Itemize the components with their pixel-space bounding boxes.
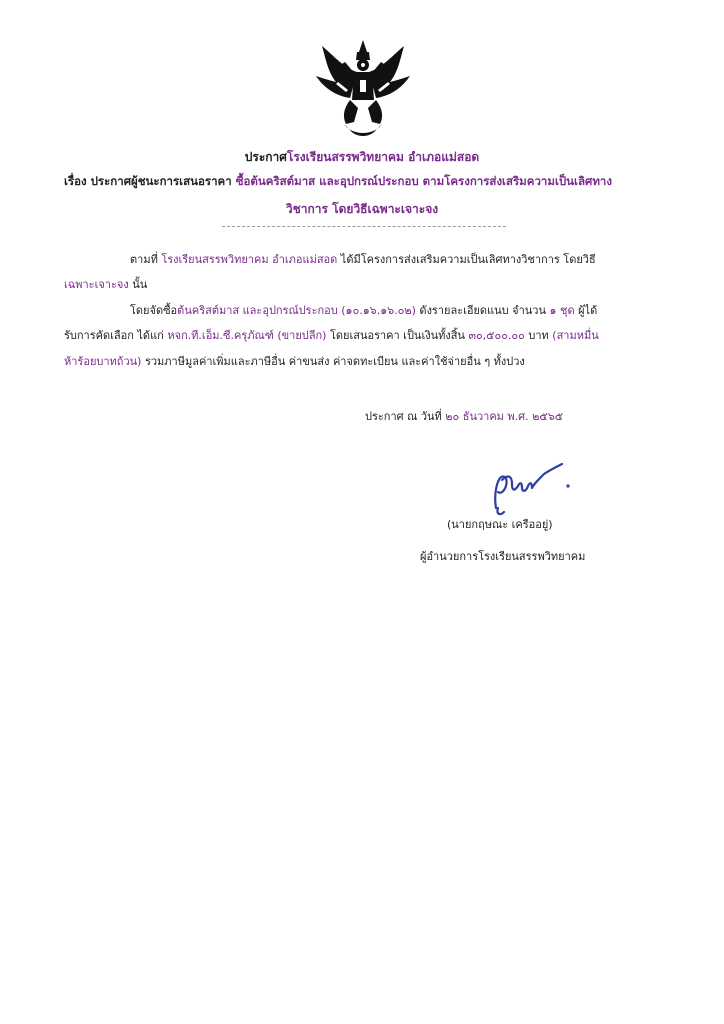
- subject-label: เรื่อง ประกาศผู้ชนะการเสนอราคา: [64, 174, 232, 188]
- announcement-subject-cont: [0, 198, 724, 220]
- p1-end: นั้น: [132, 278, 148, 291]
- announce-label: ประกาศ ณ วันที่: [365, 410, 442, 423]
- announce-date: ๒๐ ธันวาคม พ.ศ. ๒๕๖๕: [445, 410, 564, 423]
- p1-prefix: ตามที่: [130, 253, 158, 266]
- body-line-1: [130, 251, 596, 269]
- announcement-title: [0, 146, 724, 168]
- p3-unit: บาท: [528, 329, 549, 342]
- p1-cont: เฉพาะเจาะจง: [64, 278, 129, 291]
- signer-name: (นายกฤษณะ เครืออยู่): [447, 518, 553, 531]
- signature-mark: [482, 458, 574, 520]
- p3-prefix: รับการคัดเลือก ได้แก่: [64, 329, 164, 342]
- p3-amount: ๓๐,๕๐๐.๐๐: [468, 329, 525, 342]
- p4-rest: รวมภาษีมูลค่าเพิ่มและภาษีอื่น ค่าขนส่ง ค่าจดทะเบียน และค่าใช้จ่ายอื่น ๆ ทั้งปวง: [144, 355, 525, 368]
- p1-rest: ได้มีโครงการส่งเสริมความเป็นเลิศทางวิชาการ โดยวิธี: [340, 253, 596, 266]
- p2-code: (๑๐.๑๖.๑๖.๐๒): [341, 304, 416, 317]
- p2-item: ต้นคริสต์มาส และอุปกรณ์ประกอบ: [177, 304, 338, 317]
- subject-detail: ซื้อต้นคริสต์มาส และอุปกรณ์ประกอบ ตามโครงการส่งเสริมความเป็นเลิศทาง: [235, 174, 612, 188]
- body-line-5: [64, 353, 525, 371]
- p4-words: ห้าร้อยบาทถ้วน): [64, 355, 142, 368]
- p2-prefix: โดยจัดซื้อ: [130, 304, 178, 317]
- announce-date-line: [365, 408, 563, 426]
- body-line-3: [130, 302, 597, 320]
- body-line-2: [64, 276, 147, 294]
- signer-title: ผู้อำนวยการโรงเรียนสรรพวิทยาคม: [420, 550, 586, 563]
- p3-mid: โดยเสนอราคา เป็นเงินทั้งสิ้น: [329, 329, 465, 342]
- p2-qty: ๑ ชุด: [549, 304, 575, 317]
- p2-rest: ดังรายละเอียดแนบ จำนวน: [419, 304, 546, 317]
- divider: [222, 226, 506, 227]
- body-line-4: [64, 327, 599, 345]
- p2-end: ผู้ได้: [578, 304, 598, 317]
- title-prefix: ประกาศ: [244, 150, 287, 164]
- garuda-emblem-icon: [314, 38, 412, 142]
- subject-detail-cont: วิชาการ โดยวิธีเฉพาะเจาะจง: [285, 202, 439, 216]
- p3-words: (สามหมื่น: [552, 329, 599, 342]
- p3-vendor: หจก.ที.เอ็ม.ซี.ครุภัณฑ์ (ขายปลีก): [167, 329, 327, 342]
- announcement-subject: [64, 170, 664, 192]
- p1-school: โรงเรียนสรรพวิทยาคม อำเภอแม่สอด: [161, 253, 338, 266]
- school-name: โรงเรียนสรรพวิทยาคม อำเภอแม่สอด: [286, 150, 480, 164]
